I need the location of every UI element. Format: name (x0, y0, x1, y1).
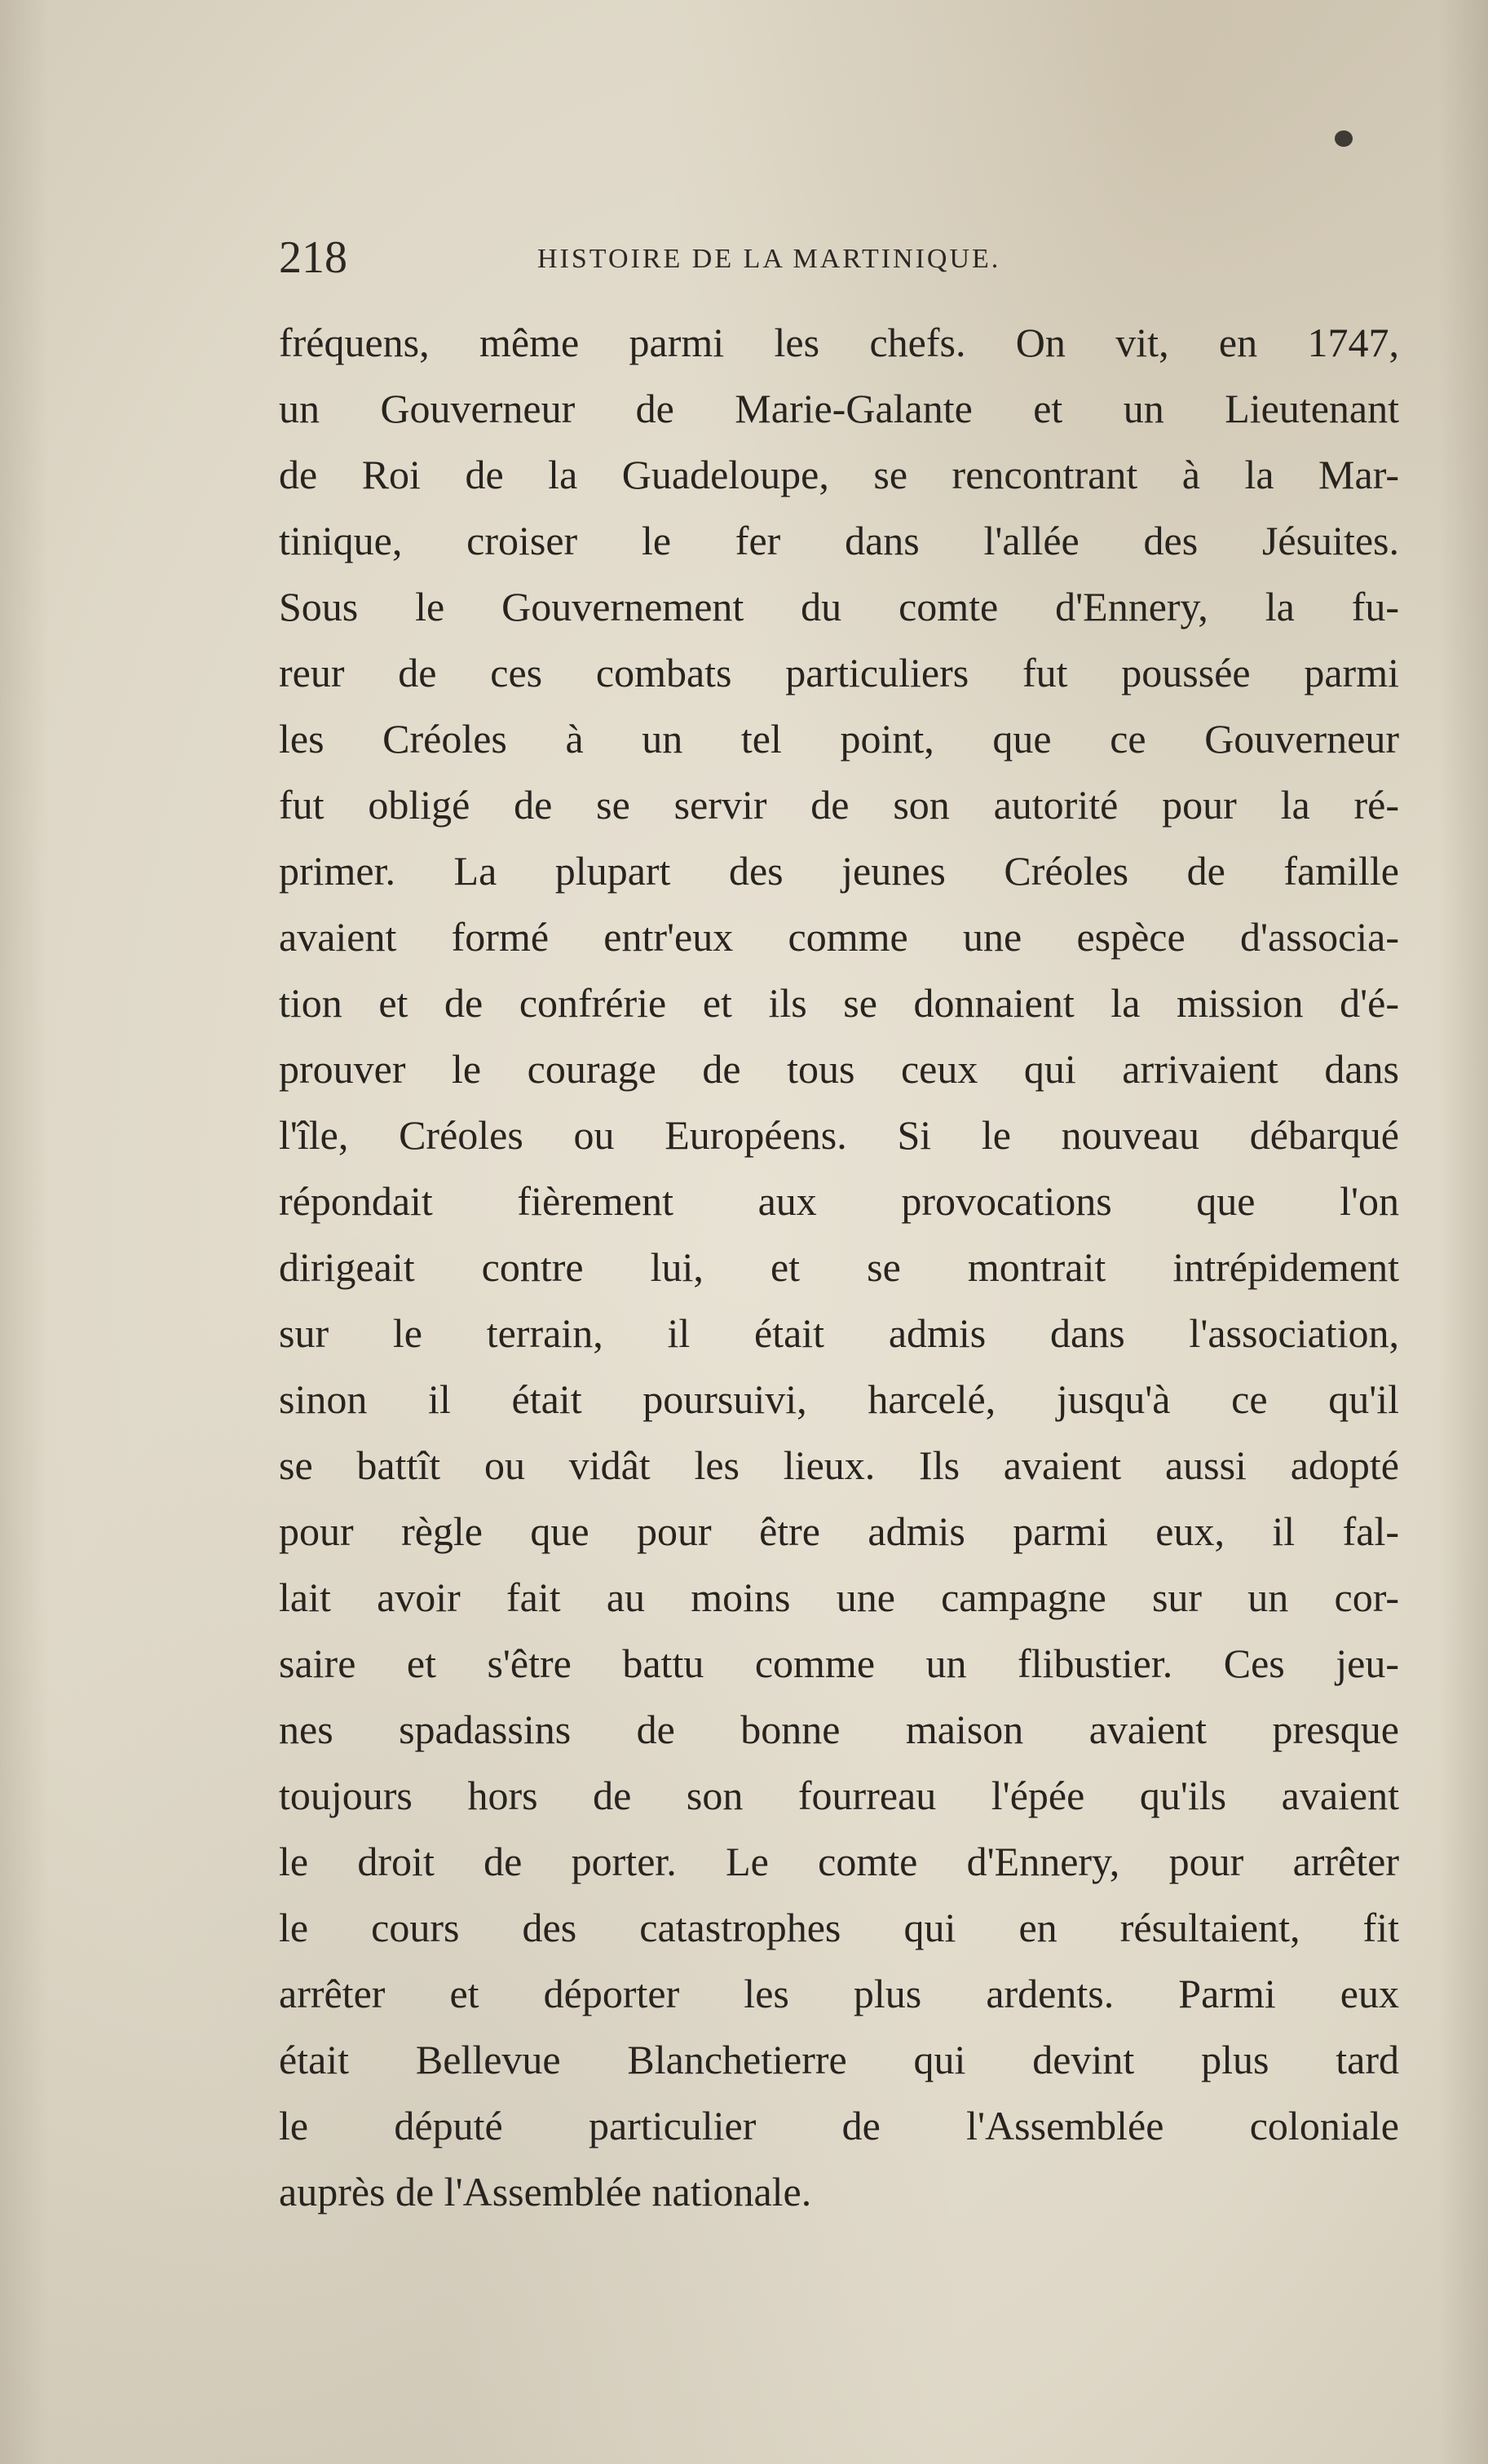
ink-spot (1335, 130, 1353, 147)
text-line: répondait fièrement aux provocations que l'on (279, 1178, 1399, 1224)
text-line: sinon il était poursuivi, harcelé, jusqu'à ce qu'il (279, 1376, 1399, 1422)
text-line: dirigeait contre lui, et se montrait intrépidement (279, 1244, 1399, 1290)
text-line: pour règle que pour être admis parmi eux, il fal- (279, 1508, 1399, 1554)
text-line: nes spadassins de bonne maison avaient presque (279, 1707, 1399, 1752)
text-line: le député particulier de l'Assemblée coloniale (279, 2103, 1399, 2148)
text-line: Sous le Gouvernement du comte d'Ennery, la fu- (279, 584, 1399, 629)
text-line: se battît ou vidât les lieux. Ils avaient aussi adopté (279, 1442, 1399, 1488)
text-line: reur de ces combats particuliers fut poussée parmi (279, 650, 1399, 695)
text-line: toujours hors de son fourreau l'épée qu'ils avaient (279, 1773, 1399, 1818)
text-line: arrêter et déporter les plus ardents. Parmi eux (279, 1971, 1399, 2016)
text-line: les Créoles à un tel point, que ce Gouverneur (279, 716, 1399, 762)
page-number: 218 (279, 232, 347, 283)
text-line: primer. La plupart des jeunes Créoles de famille (279, 848, 1399, 894)
text-line: le droit de porter. Le comte d'Ennery, pour arrêter (279, 1839, 1399, 1884)
text-line: avaient formé entr'eux comme une espèce d'associa- (279, 914, 1399, 960)
body-text (279, 310, 1399, 2225)
text-line: tinique, croiser le fer dans l'allée des Jésuites. (279, 518, 1399, 563)
page-edge-shadow-right (1439, 0, 1488, 2464)
text-line: sur le terrain, il était admis dans l'association, (279, 1310, 1399, 1356)
text-line: le cours des catastrophes qui en résultaient, fit (279, 1905, 1399, 1950)
running-title: HISTOIRE DE LA MARTINIQUE. (537, 244, 1001, 274)
text-line: lait avoir fait au moins une campagne sur un cor- (279, 1574, 1399, 1620)
page-header (279, 225, 1176, 290)
text-line-last: auprès de l'Assemblée nationale. (279, 2169, 812, 2215)
text-line: fut obligé de se servir de son autorité pour la ré- (279, 782, 1399, 828)
text-line: de Roi de la Guadeloupe, se rencontrant à la Mar- (279, 452, 1399, 497)
page-edge-shadow-left (0, 0, 49, 2464)
text-line: saire et s'être battu comme un flibustier. Ces jeu- (279, 1640, 1399, 1686)
text-line: fréquens, même parmi les chefs. On vit, en 1747, (279, 320, 1399, 365)
text-line: tion et de confrérie et ils se donnaient la mission d'é- (279, 980, 1399, 1026)
text-line: un Gouverneur de Marie-Galante et un Lieutenant (279, 386, 1399, 431)
text-line: prouver le courage de tous ceux qui arrivaient dans (279, 1046, 1399, 1092)
text-line: était Bellevue Blanchetierre qui devint plus tard (279, 2037, 1399, 2082)
text-line: l'île, Créoles ou Européens. Si le nouveau débarqué (279, 1112, 1399, 1158)
